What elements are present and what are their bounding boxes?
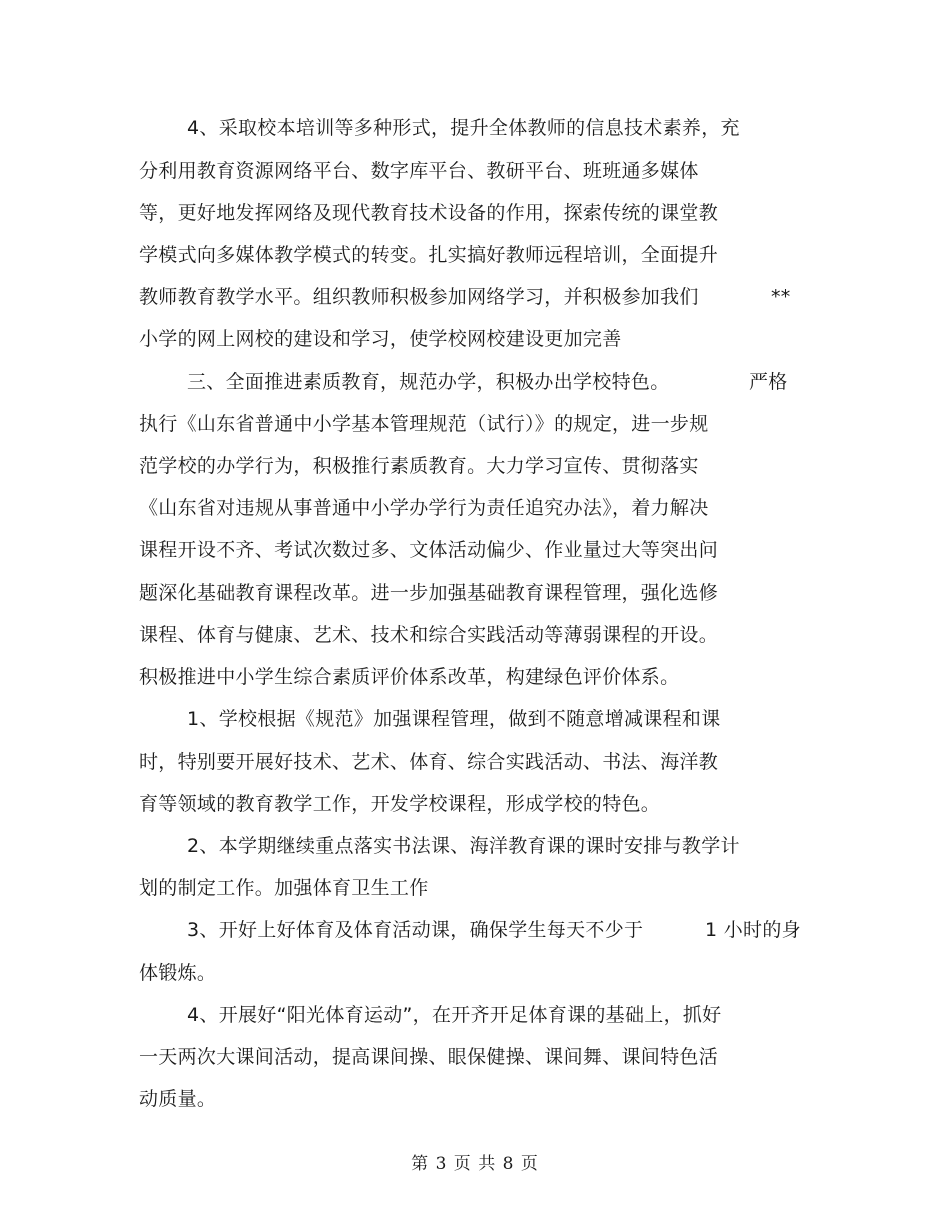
text-line: 分利用教育资源网络平台、数字库平台、教研平台、班班通多媒体 (139, 160, 699, 182)
text-line: 体锻炼。 (139, 962, 217, 984)
text-line: 课程、体育与健康、艺术、技术和综合实践活动等薄弱课程的开设。 (139, 624, 719, 646)
text-line: 2、本学期继续重点落实书法课、海洋教育课的课时安排与教学计 (187, 835, 740, 857)
page-number: 第 3 页 共 8 页 (411, 1154, 539, 1174)
text-line: 题深化基础教育课程改革。进一步加强基础教育课程管理，强化选修 (139, 582, 719, 604)
text-line: 严格 (749, 371, 788, 393)
text-line: 教师教育教学水平。组织教师积极参加网络学习，并积极参加我们 (139, 286, 699, 308)
text-line: 育等领域的教育教学工作，开发学校课程，形成学校的特色。 (139, 793, 661, 815)
text-line: 范学校的办学行为，积极推行素质教育。大力学习宣传、贯彻落实 (139, 455, 699, 477)
text-line: 3、开好上好体育及体育活动课，确保学生每天不少于 (187, 919, 644, 941)
text-line: ** (771, 286, 791, 308)
text-line: 一天两次大课间活动，提高课间操、眼保健操、课间舞、课间特色活 (139, 1046, 719, 1068)
text-line: 划的制定工作。加强体育卫生工作 (139, 877, 429, 899)
text-line: 4、开展好“阳光体育运动”，在开齐开足体育课的基础上，抓好 (187, 1004, 722, 1026)
text-line: 执行《山东省普通中小学基本管理规范（试行）》的规定，进一步规 (139, 413, 709, 435)
text-line: 动质量。 (139, 1088, 217, 1110)
text-line: 《山东省对违规从事普通中小学办学行为责任追究办法》，着力解决 (139, 497, 709, 519)
text-line: 1、学校根据《规范》加强课程管理，做到不随意增减课程和课 (187, 708, 721, 730)
text-line: 积极推进中小学生综合素质评价体系改革，构建绿色评价体系。 (139, 666, 680, 688)
text-line: 等，更好地发挥网络及现代教育技术设备的作用，探索传统的课堂教 (139, 202, 719, 224)
text-line: 时，特别要开展好技术、艺术、体育、综合实践活动、书法、海洋教 (139, 751, 719, 773)
text-line: 学模式向多媒体教学模式的转变。扎实搞好教师远程培训，全面提升 (139, 244, 719, 266)
text-line: 小学的网上网校的建设和学习，使学校网校建设更加完善 (139, 328, 622, 350)
text-line: 4、采取校本培训等多种形式，提升全体教师的信息技术素养，充 (187, 117, 740, 139)
text-line: 课程开设不齐、考试次数过多、文体活动偏少、作业量过大等突出问 (139, 539, 719, 561)
section-heading: 三、全面推进素质教育，规范办学，积极办出学校特色。 (187, 371, 670, 393)
text-line: 1 小时的身 (705, 919, 801, 941)
